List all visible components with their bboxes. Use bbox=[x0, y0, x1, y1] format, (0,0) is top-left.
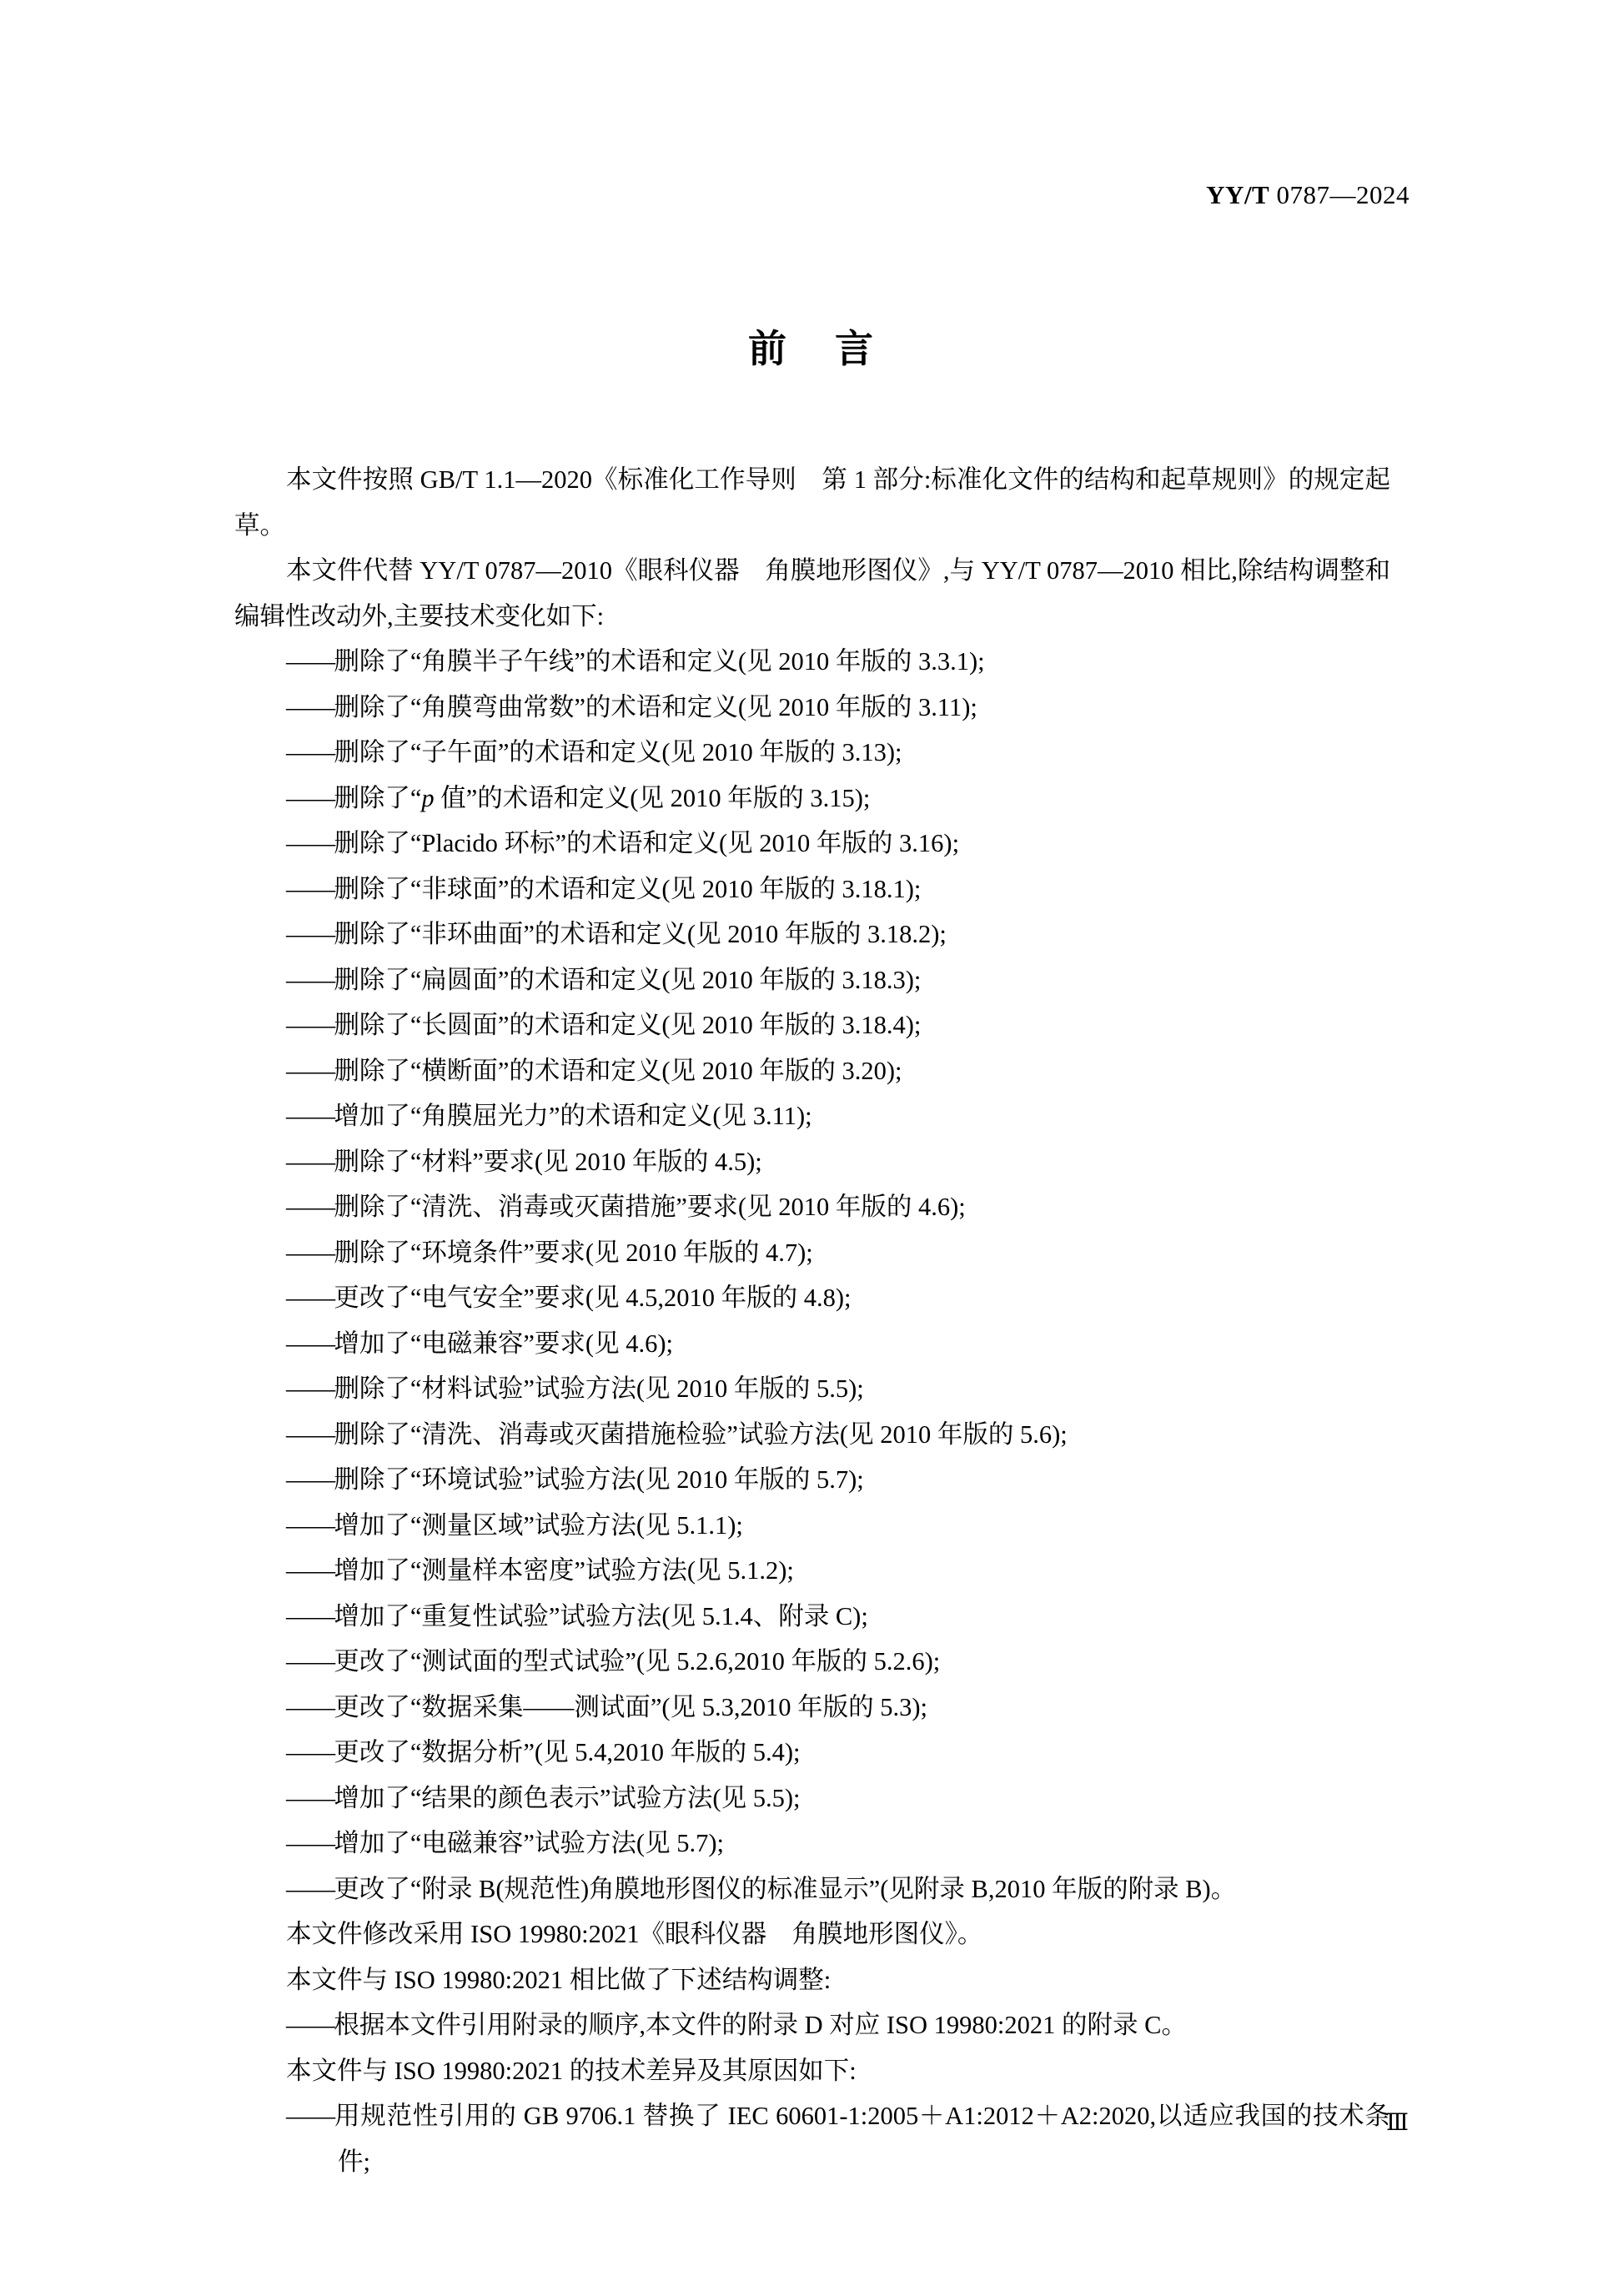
list-item-text: 增加了“测量样本密度”试验方法(见 5.1.2); bbox=[334, 1556, 794, 1585]
list-dash: —— bbox=[286, 1374, 334, 1403]
list-dash: —— bbox=[286, 1011, 334, 1039]
list-item-text: 更改了“数据分析”(见 5.4,2010 年版的 5.4); bbox=[334, 1738, 801, 1766]
page-title bbox=[0, 319, 1623, 374]
page-title-char-2: 言 bbox=[835, 328, 875, 370]
list-dash: —— bbox=[286, 647, 334, 676]
list-item-text-post: 值”的术语和定义(见 2010 年版的 3.15); bbox=[434, 783, 871, 812]
paragraph-scope-basis: 本文件按照 GB/T 1.1—2020《标准化工作导则 第 1 部分:标准化文件的结构和起草规则》的规定起草。 bbox=[234, 465, 1390, 540]
list-item-text: 增加了“重复性试验”试验方法(见 5.1.4、附录 C); bbox=[334, 1601, 868, 1630]
list-dash: —— bbox=[286, 1465, 334, 1494]
list-item-text: 删除了“清洗、消毒或灭菌措施检验”试验方法(见 2010 年版的 5.6); bbox=[334, 1419, 1068, 1449]
list-item-text: 删除了“扁圆面”的术语和定义(见 2010 年版的 3.18.3); bbox=[334, 965, 922, 994]
list-item-text: 更改了“附录 B(规范性)角膜地形图仪的标准显示”(见附录 B,2010 年版的附录 B)。 bbox=[334, 1874, 1237, 1903]
list-dash: —— bbox=[286, 1284, 334, 1312]
list-item-text: 删除了“非环曲面”的术语和定义(见 2010 年版的 3.18.2); bbox=[334, 920, 947, 948]
list-dash: —— bbox=[286, 1783, 334, 1812]
list-item bbox=[234, 1275, 1390, 1321]
list-item bbox=[234, 912, 1390, 957]
page-title-char-1: 前 bbox=[748, 328, 788, 370]
list-item-text: 增加了“测量区域”试验方法(见 5.1.1); bbox=[334, 1510, 743, 1540]
list-item-text: 用规范性引用的 GB 9706.1 替换了 IEC 60601-1:2005＋A1:2012＋A2:2020,以适应我国的技术条件; bbox=[334, 2102, 1390, 2176]
list-dash: —— bbox=[286, 2011, 334, 2039]
list-item bbox=[234, 776, 1390, 821]
list-item-text: 删除了“角膜弯曲常数”的术语和定义(见 2010 年版的 3.11); bbox=[334, 692, 977, 721]
technical-changes-list bbox=[234, 639, 1390, 1912]
list-item bbox=[234, 1730, 1390, 1776]
list-item bbox=[234, 1548, 1390, 1594]
list-item-text: 删除了“长圆面”的术语和定义(见 2010 年版的 3.18.4); bbox=[334, 1011, 922, 1039]
list-item bbox=[234, 639, 1390, 685]
list-dash: —— bbox=[286, 1329, 334, 1358]
page-footer bbox=[0, 2108, 1623, 2137]
paragraph-structure-intro: 本文件与 ISO 19980:2021 相比做了下述结构调整: bbox=[286, 1965, 832, 1994]
list-item bbox=[234, 1321, 1390, 1367]
list-item bbox=[234, 1685, 1390, 1731]
list-dash: —— bbox=[286, 965, 334, 994]
list-item bbox=[234, 821, 1390, 867]
list-item bbox=[234, 1866, 1390, 1912]
list-item-text: 删除了“Placido 环标”的术语和定义(见 2010 年版的 3.16); bbox=[334, 829, 960, 857]
list-item bbox=[234, 957, 1390, 1003]
list-dash: —— bbox=[286, 1601, 334, 1630]
list-item bbox=[234, 1366, 1390, 1412]
list-item-text: 增加了“电磁兼容”要求(见 4.6); bbox=[334, 1329, 673, 1358]
list-dash: —— bbox=[286, 783, 334, 812]
list-item bbox=[234, 2093, 1390, 2184]
list-item-text: 更改了“数据采集——测试面”(见 5.3,2010 年版的 5.3); bbox=[334, 1692, 927, 1721]
page-number: Ⅲ bbox=[1385, 2110, 1409, 2136]
list-dash: —— bbox=[286, 1738, 334, 1766]
list-item bbox=[234, 1184, 1390, 1230]
list-item-text: 删除了“材料”要求(见 2010 年版的 4.5); bbox=[334, 1147, 762, 1176]
list-dash: —— bbox=[286, 2102, 334, 2130]
list-dash: —— bbox=[286, 1147, 334, 1176]
list-item-text: 增加了“电磁兼容”试验方法(见 5.7); bbox=[334, 1829, 724, 1857]
list-item bbox=[234, 1776, 1390, 1821]
list-dash: —— bbox=[286, 692, 334, 721]
list-dash: —— bbox=[286, 1829, 334, 1857]
list-item-text: 增加了“角膜屈光力”的术语和定义(见 3.11); bbox=[334, 1102, 812, 1130]
standard-number bbox=[0, 180, 1409, 210]
list-item bbox=[234, 1230, 1390, 1276]
list-item bbox=[234, 1139, 1390, 1185]
list-item-text: 删除了“非球面”的术语和定义(见 2010 年版的 3.18.1); bbox=[334, 874, 922, 903]
page-header bbox=[0, 180, 1623, 210]
list-dash: —— bbox=[286, 1193, 334, 1221]
list-dash: —— bbox=[286, 829, 334, 857]
list-item bbox=[234, 1412, 1390, 1458]
structure-changes-list bbox=[234, 2002, 1390, 2048]
list-dash: —— bbox=[286, 920, 334, 948]
list-item bbox=[234, 2002, 1390, 2048]
list-item bbox=[234, 1503, 1390, 1549]
list-item bbox=[234, 1002, 1390, 1048]
list-item-text-pre: 删除了“ bbox=[334, 783, 422, 812]
list-dash: —— bbox=[286, 874, 334, 903]
list-dash: —— bbox=[286, 738, 334, 766]
paragraph-iso-adoption: 本文件修改采用 ISO 19980:2021《眼科仪器 角膜地形图仪》。 bbox=[286, 1920, 983, 1948]
list-item bbox=[234, 685, 1390, 731]
list-item-text: 删除了“角膜半子午线”的术语和定义(见 2010 年版的 3.3.1); bbox=[334, 647, 985, 676]
list-item bbox=[234, 730, 1390, 776]
list-item-text: 删除了“环境试验”试验方法(见 2010 年版的 5.7); bbox=[334, 1465, 864, 1494]
standard-number-prefix: YY/T bbox=[1206, 180, 1270, 209]
list-dash: —— bbox=[286, 1874, 334, 1903]
list-item bbox=[234, 1093, 1390, 1139]
list-dash: —— bbox=[286, 1102, 334, 1130]
paragraph-technical-diff-intro: 本文件与 ISO 19980:2021 的技术差异及其原因如下: bbox=[286, 2056, 857, 2085]
foreword-body bbox=[234, 457, 1390, 2184]
list-item bbox=[234, 1594, 1390, 1640]
list-item bbox=[234, 1821, 1390, 1866]
list-item-text: 更改了“测试面的型式试验”(见 5.2.6,2010 年版的 5.2.6); bbox=[334, 1647, 941, 1676]
list-item-text: 根据本文件引用附录的顺序,本文件的附录 D 对应 ISO 19980:2021 的附录 C。 bbox=[334, 2011, 1187, 2039]
list-dash: —— bbox=[286, 1692, 334, 1721]
list-dash: —— bbox=[286, 1056, 334, 1085]
paragraph-supersedes: 本文件代替 YY/T 0787—2010《眼科仪器 角膜地形图仪》,与 YY/T 0787—2010 相比,除结构调整和编辑性改动外,主要技术变化如下: bbox=[234, 556, 1390, 631]
list-dash: —— bbox=[286, 1647, 334, 1676]
list-item-text: 增加了“结果的颜色表示”试验方法(见 5.5); bbox=[334, 1783, 801, 1812]
list-item-text: 删除了“横断面”的术语和定义(见 2010 年版的 3.20); bbox=[334, 1056, 902, 1085]
list-dash: —— bbox=[286, 1556, 334, 1585]
list-item-text: 删除了“环境条件”要求(见 2010 年版的 4.7); bbox=[334, 1238, 813, 1267]
list-item-italic-symbol: p bbox=[421, 783, 435, 812]
technical-differences-list bbox=[234, 2093, 1390, 2184]
standard-number-code: 0787—2024 bbox=[1269, 180, 1409, 209]
list-item-text: 删除了“材料试验”试验方法(见 2010 年版的 5.5); bbox=[334, 1374, 864, 1403]
list-dash: —— bbox=[286, 1510, 334, 1540]
list-item-text: 删除了“子午面”的术语和定义(见 2010 年版的 3.13); bbox=[334, 738, 902, 766]
list-item bbox=[234, 1048, 1390, 1094]
list-item bbox=[234, 867, 1390, 912]
list-item bbox=[234, 1457, 1390, 1503]
list-dash: —— bbox=[286, 1238, 334, 1267]
list-item-text: 更改了“电气安全”要求(见 4.5,2010 年版的 4.8); bbox=[334, 1284, 852, 1312]
list-dash: —— bbox=[286, 1419, 334, 1449]
list-item bbox=[234, 1639, 1390, 1685]
list-item-text: 删除了“清洗、消毒或灭菌措施”要求(见 2010 年版的 4.6); bbox=[334, 1193, 966, 1221]
